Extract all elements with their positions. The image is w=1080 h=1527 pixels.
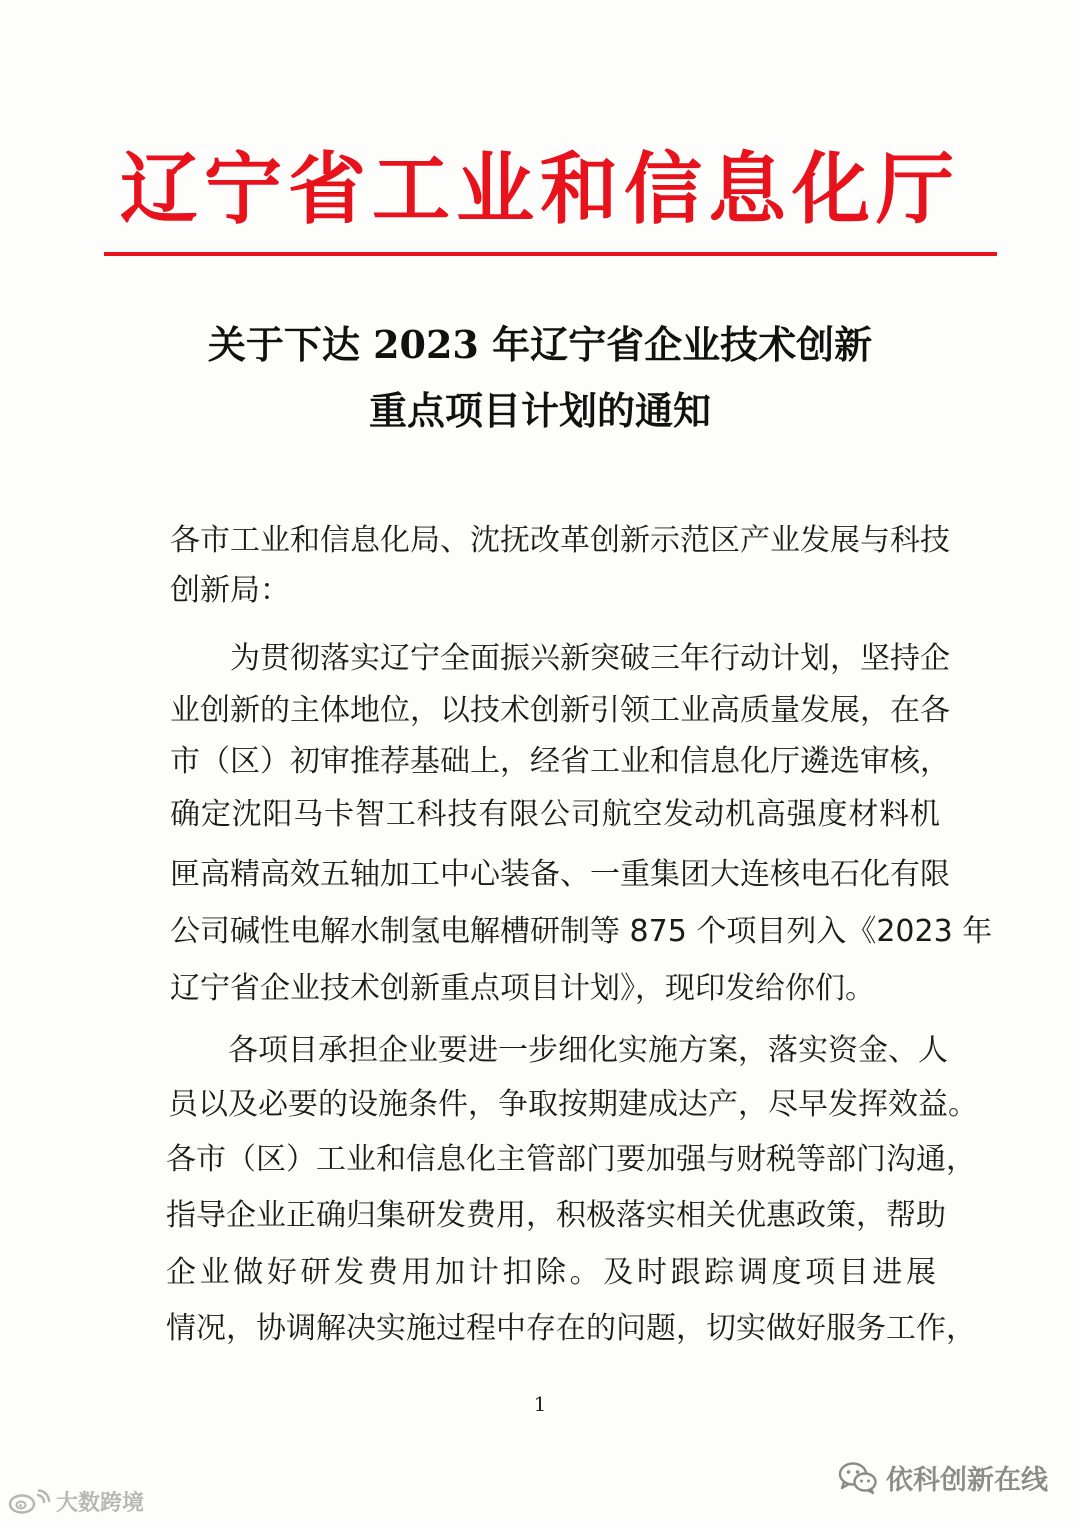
paragraph-line: 辽宁省企业技术创新重点项目计划》，现印发给你们。	[170, 971, 875, 1006]
document-title-line-1: 关于下达 2023 年辽宁省企业技术创新	[207, 322, 873, 367]
watermark-wechat	[838, 1458, 1048, 1497]
letterhead-org-name: 辽宁省工业和信息化厅	[119, 144, 960, 235]
letterhead-red-rule	[104, 252, 997, 256]
paragraph-line: 员以及必要的设施条件，争取按期建成达产，尽早发挥效益。	[168, 1087, 978, 1122]
paragraph-line: 各市（区）工业和信息化主管部门要加强与财税等部门沟通，	[166, 1142, 976, 1177]
paragraph-line: 指导企业正确归集研发费用，积极落实相关优惠政策，帮助	[166, 1198, 946, 1233]
paragraph-line: 市（区）初审推荐基础上，经省工业和信息化厅遴选审核，	[170, 744, 950, 779]
watermark-left-text: 大数跨境	[56, 1491, 145, 1516]
paragraph-line: 业创新的主体地位，以技术创新引领工业高质量发展，在各	[170, 693, 950, 728]
weibo-icon	[8, 1489, 52, 1515]
paragraph-line: 企业做好研发费用加计扣除。及时跟踪调度项目进展	[166, 1255, 936, 1290]
document-title-line-2: 重点项目计划的通知	[368, 388, 711, 433]
paragraph-line: 确定沈阳马卡智工科技有限公司航空发动机高强度材料机	[170, 797, 940, 832]
document-title	[0, 312, 1080, 444]
paragraph-line: 匣高精高效五轴加工中心装备、一重集团大连核电石化有限	[170, 857, 950, 892]
page-number: 1	[533, 1392, 547, 1416]
salutation-line: 各市工业和信息化局、沈抚改革创新示范区产业发展与科技	[170, 523, 950, 558]
watermark-weibo	[8, 1486, 144, 1517]
paragraph-line: 公司碱性电解水制氢电解槽研制等 875 个项目列入《2023 年	[170, 914, 993, 949]
salutation-line: 创新局：	[170, 573, 290, 608]
wechat-icon	[838, 1461, 878, 1495]
paragraph-line: 各项目承担企业要进一步细化实施方案，落实资金、人	[228, 1033, 948, 1068]
watermark-right-text: 依科创新在线	[886, 1465, 1048, 1496]
paragraph-line: 为贯彻落实辽宁全面振兴新突破三年行动计划，坚持企	[230, 641, 950, 676]
paragraph-line: 情况，协调解决实施过程中存在的问题，切实做好服务工作，	[166, 1311, 976, 1346]
